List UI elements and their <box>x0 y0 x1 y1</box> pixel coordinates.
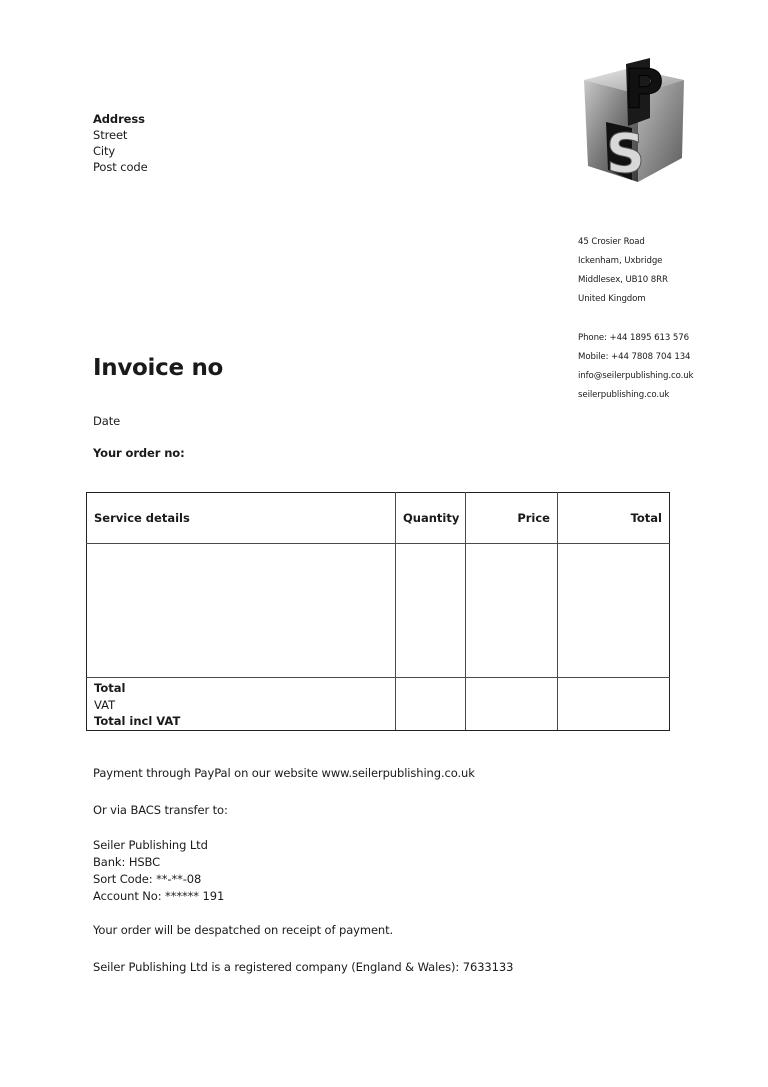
bank-details <box>93 837 224 905</box>
svg-text:P: P <box>624 58 664 121</box>
table-items-row <box>87 544 670 678</box>
header-quantity: Quantity <box>396 493 466 544</box>
despatch-note: Your order will be despatched on receipt of payment. <box>93 923 394 937</box>
address-postcode: Post code <box>93 160 148 174</box>
payment-paypal-note: Payment through PayPal on our website www.seilerpublishing.co.uk <box>93 766 475 780</box>
table-header-row <box>87 493 670 544</box>
payment-bacs-note: Or via BACS transfer to: <box>93 803 228 817</box>
company-logo <box>580 58 688 184</box>
invoice-table <box>86 492 670 731</box>
service-details-cell[interactable] <box>87 544 396 678</box>
company-website-link[interactable]: seilerpublishing.co.uk <box>578 390 670 400</box>
bank-sort-code: Sort Code: **-**-08 <box>93 872 202 886</box>
totals-price-cell[interactable] <box>466 678 558 731</box>
customer-address-block <box>93 111 148 175</box>
bank-account-number: Account No: ****** 191 <box>93 889 225 903</box>
address-heading: Address <box>93 112 145 126</box>
company-address-line: 45 Crosier Road <box>578 237 645 247</box>
total-cell[interactable] <box>558 544 670 678</box>
order-number-label: Your order no: <box>93 446 185 460</box>
table-totals-row <box>87 678 670 731</box>
header-price: Price <box>466 493 558 544</box>
totals-total-cell[interactable] <box>558 678 670 731</box>
company-address-line: United Kingdom <box>578 294 646 304</box>
company-address-line: Ickenham, Uxbridge <box>578 256 663 266</box>
total-incl-vat-label: Total incl VAT <box>94 714 181 728</box>
header-total: Total <box>558 493 670 544</box>
printing-block-logo-icon <box>580 58 688 184</box>
company-contact <box>578 329 693 405</box>
price-cell[interactable] <box>466 544 558 678</box>
company-phone: Phone: +44 1895 613 576 <box>578 333 689 343</box>
address-city: City <box>93 144 116 158</box>
totals-quantity-cell[interactable] <box>396 678 466 731</box>
date-label: Date <box>93 414 121 428</box>
totals-labels-cell <box>87 678 396 731</box>
company-mobile: Mobile: +44 7808 704 134 <box>578 352 691 362</box>
quantity-cell[interactable] <box>396 544 466 678</box>
company-registration-note: Seiler Publishing Ltd is a registered company (England & Wales): 7633133 <box>93 960 514 974</box>
company-address-line: Middlesex, UB10 8RR <box>578 275 668 285</box>
header-service-details: Service details <box>87 493 396 544</box>
invoice-title: Invoice no <box>93 355 224 381</box>
company-address <box>578 233 668 309</box>
bank-name: Bank: HSBC <box>93 855 161 869</box>
vat-label: VAT <box>94 697 116 712</box>
company-email-link[interactable]: info@seilerpublishing.co.uk <box>578 371 694 381</box>
bank-account-name: Seiler Publishing Ltd <box>93 838 208 852</box>
total-label: Total <box>94 681 126 695</box>
svg-text:S: S <box>606 122 645 184</box>
address-street: Street <box>93 128 128 142</box>
